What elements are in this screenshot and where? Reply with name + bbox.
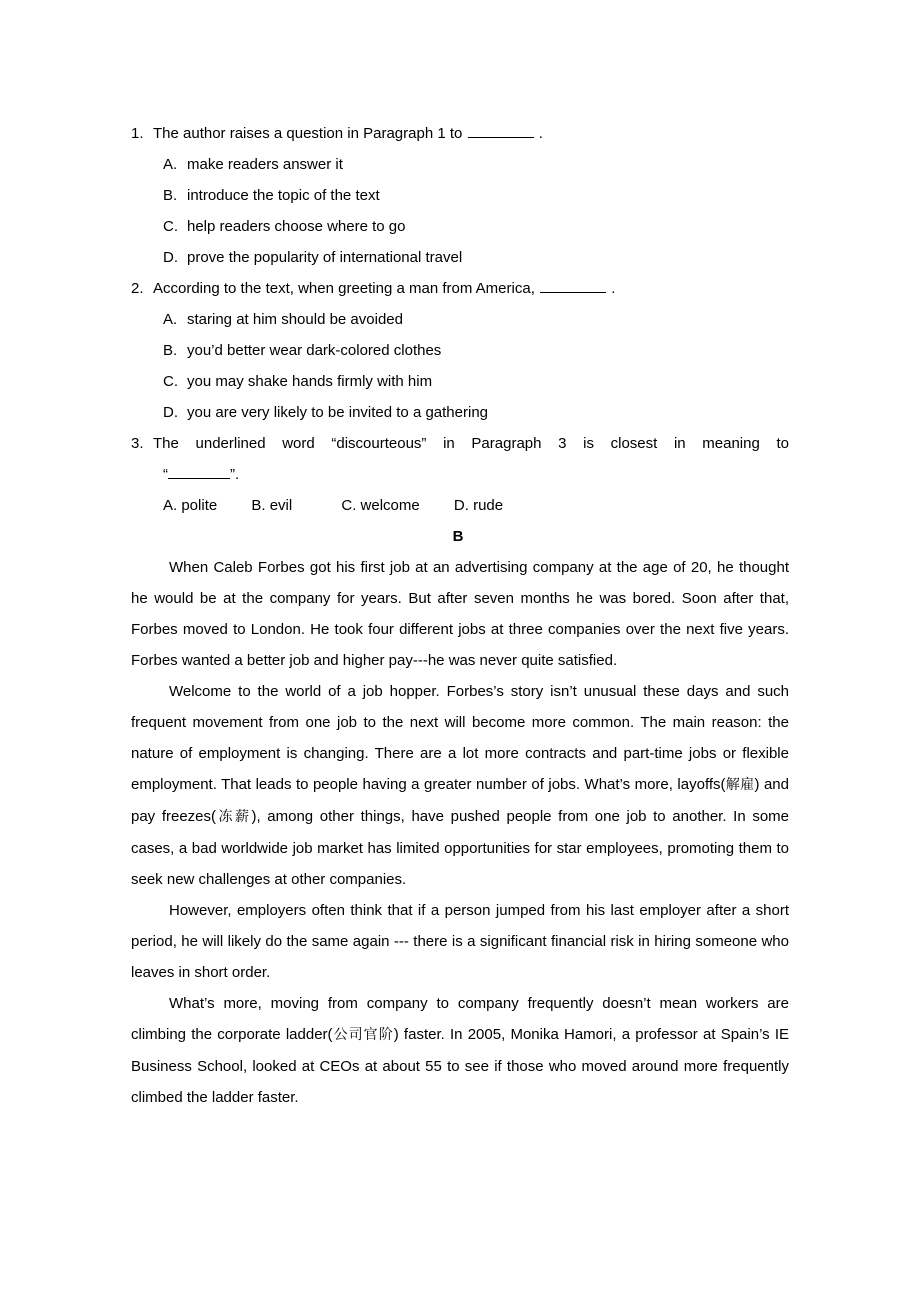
option-letter: A. [163, 311, 178, 328]
option-text: staring at him should be avoided [187, 311, 403, 328]
question-2-number: 2. [131, 280, 144, 297]
question-1-option-b[interactable] [131, 180, 789, 211]
paragraph-2-part-c: ), among other things, have pushed people from one job to another. In some cases, a bad worldwide job market has limited opportunities for star employees, promoting them to seek new challenges at other companies. [131, 808, 789, 888]
option-letter: A. [163, 156, 178, 173]
question-3-blank [168, 464, 230, 479]
question-1-number: 1. [131, 125, 144, 142]
question-1-stem-text: The author raises a question in Paragraph 1 to [153, 125, 463, 142]
section-b-header: B [452, 528, 464, 545]
page-content [131, 118, 789, 1113]
question-3-options-row[interactable]: A. polite B. evil C. welcome D. rude [163, 497, 504, 514]
passage-paragraph-3: However, employers often think that if a person jumped from his last employer after a short period, he will likely do the same again --- there is a significant financial risk in hiring someone who leaves in short order. [131, 902, 789, 981]
question-3-number: 3. [131, 435, 144, 452]
question-2-stem-end: . [611, 280, 616, 297]
gloss-layoffs: 解雇 [725, 777, 755, 793]
question-2-option-a[interactable] [131, 304, 789, 335]
option-letter: C. [163, 373, 178, 390]
option-letter: C. [163, 218, 178, 235]
question-1-option-c[interactable] [131, 211, 789, 242]
option-text: you are very likely to be invited to a gathering [187, 404, 489, 421]
option-letter: B. [163, 187, 178, 204]
option-letter: B. [163, 342, 178, 359]
paragraph-4-part-b: ) faster. In 2005, Monika Hamori, a professor at Spain’s IE Business School, looked at CEOs at about 55 to see if those who moved around more frequently climbed the ladder faster. [131, 1026, 789, 1106]
option-text: prove the popularity of international travel [187, 249, 463, 266]
passage-paragraph-2 [131, 676, 789, 895]
question-1-blank [468, 123, 534, 138]
question-3 [131, 428, 789, 459]
question-3-stem-end: . [235, 466, 240, 483]
question-2-stem [153, 273, 789, 304]
paragraph-2-part-b: ) and pay freezes( [131, 776, 789, 825]
question-2-option-d[interactable] [131, 397, 789, 428]
paragraph-4-part-a: What’s more, moving from company to company frequently doesn’t mean workers are climbing the corporate ladder( [131, 995, 789, 1043]
question-2-blank [540, 278, 606, 293]
passage-paragraph-1: When Caleb Forbes got his first job at an advertising company at the age of 20, he thought he would be at the company for years. But after seven months he was bored. Soon after that, Forbes moved to London. He took four different jobs at three companies over the next five years. Forbes wanted a better job and higher pay---he was never quite satisfied. [131, 559, 789, 669]
question-2-option-b[interactable] [131, 335, 789, 366]
question-3-stem: The underlined word “discourteous” in Paragraph 3 is closest in meaning to [153, 435, 789, 452]
option-text: help readers choose where to go [187, 218, 406, 235]
question-3-quote-open: “ [163, 466, 168, 483]
question-1-stem-end: . [538, 125, 543, 142]
paragraph-2-part-a: Welcome to the world of a job hopper. Forbes’s story isn’t unusual these days and such frequent movement from one job to the next will become more common. The main reason: the nature of employment is changing. There are a lot more contracts and part-time jobs or flexible employment. That leads to people having a greater number of jobs. What’s more, layoffs( [131, 683, 789, 793]
gloss-pay-freezes: 冻薪 [216, 809, 252, 825]
question-2 [131, 273, 789, 304]
question-2-stem-text: According to the text, when greeting a man from America, [153, 280, 535, 297]
passage-paragraph-4 [131, 988, 789, 1113]
question-1 [131, 118, 789, 149]
question-2-option-c[interactable] [131, 366, 789, 397]
question-3-quote-close: ” [230, 466, 235, 483]
question-3-blank-line [131, 459, 789, 490]
option-letter: D. [163, 404, 178, 421]
option-letter: D. [163, 249, 178, 266]
question-1-option-a[interactable] [131, 149, 789, 180]
question-1-option-d[interactable] [131, 242, 789, 273]
option-text: make readers answer it [187, 156, 343, 173]
gloss-corporate-ladder: 公司官阶 [332, 1027, 394, 1043]
option-text: you’d better wear dark-colored clothes [187, 342, 442, 359]
option-text: introduce the topic of the text [187, 187, 380, 204]
question-1-stem [153, 118, 789, 149]
option-text: you may shake hands firmly with him [187, 373, 433, 390]
